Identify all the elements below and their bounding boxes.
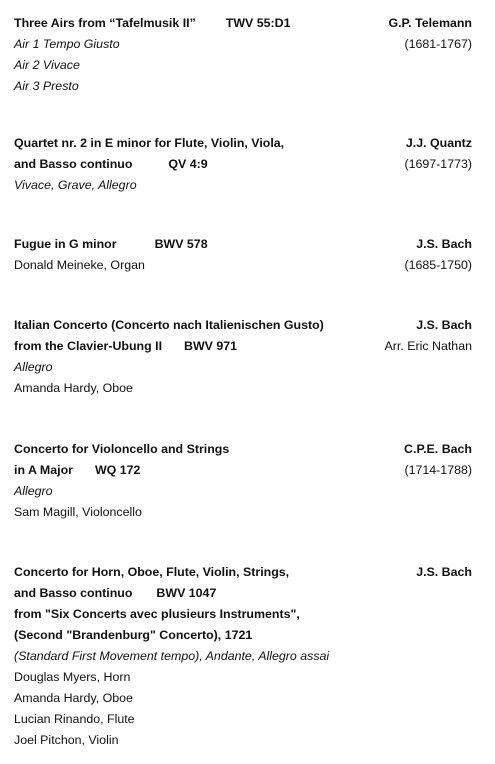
movement: Air 2 Vivace	[14, 58, 80, 72]
program-entry-bach-fugue	[14, 234, 472, 276]
piece-title: Italian Concerto (Concerto nach Italienischen Gusto)	[14, 318, 324, 332]
piece-title: Concerto for Violoncello and Strings	[14, 442, 230, 456]
performer: Douglas Myers, Horn	[14, 670, 131, 684]
piece-title-continued: from the Clavier-Ubung II	[14, 339, 163, 353]
piece-title-continued: (Second "Brandenburg" Concerto), 1721	[14, 628, 253, 642]
movements: (Standard First Movement tempo), Andante, Allegro assai	[14, 649, 330, 663]
program-entry-brandenburg	[14, 562, 472, 751]
piece-title: Fugue in G minor	[14, 237, 117, 251]
catalog-number: WQ 172	[94, 463, 141, 477]
composer-dates: (1697-1773)	[404, 157, 472, 171]
composer-name: J.S. Bach	[416, 565, 472, 579]
piece-title-continued: from "Six Concerts avec plusieurs Instruments",	[14, 607, 300, 621]
movement: Air 3 Presto	[14, 79, 79, 93]
catalog-number: BWV 1047	[156, 586, 217, 600]
composer-name: J.J. Quantz	[405, 136, 472, 150]
program-entry-cpe-bach	[14, 439, 472, 523]
movements: Vivace, Grave, Allegro	[14, 178, 137, 192]
arranger: Arr. Eric Nathan	[384, 339, 472, 353]
performer: Amanda Hardy, Oboe	[14, 691, 133, 705]
movements: Allegro	[14, 484, 53, 498]
composer-dates: (1685-1750)	[404, 258, 472, 272]
piece-title-continued: and Basso continuo	[14, 586, 133, 600]
catalog-number: BWV 971	[184, 339, 238, 353]
catalog-number: BWV 578	[154, 237, 208, 251]
program-entry-quantz	[14, 133, 472, 196]
composer-name: J.S. Bach	[416, 318, 472, 332]
performer: Donald Meineke, Organ	[14, 258, 145, 272]
program-entry-italian-concerto	[14, 315, 472, 399]
performer: Lucian Rinando, Flute	[14, 712, 135, 726]
composer-name: J.S. Bach	[416, 237, 472, 251]
piece-title: Quartet nr. 2 in E minor for Flute, Violin, Viola,	[14, 136, 285, 150]
piece-title-continued: and Basso continuo	[14, 157, 133, 171]
composer-dates: (1714-1788)	[404, 463, 472, 477]
composer-name: C.P.E. Bach	[404, 442, 472, 456]
program-entry-telemann	[14, 13, 472, 97]
piece-title: Three Airs from “Tafelmusik II”	[14, 16, 196, 30]
composer-name: G.P. Telemann	[388, 16, 472, 30]
performer: Sam Magill, Violoncello	[14, 505, 142, 519]
piece-title-continued: in A Major	[14, 463, 73, 477]
movement: Air 1 Tempo Giusto	[14, 37, 120, 51]
performer: Amanda Hardy, Oboe	[14, 381, 133, 395]
piece-title: Concerto for Horn, Oboe, Flute, Violin, Strings,	[14, 565, 290, 579]
composer-dates: (1681-1767)	[404, 37, 472, 51]
catalog-number: QV 4:9	[168, 157, 208, 171]
performer: Joel Pitchon, Violin	[14, 733, 119, 747]
movements: Allegro	[14, 360, 53, 374]
catalog-number: TWV 55:D1	[225, 16, 291, 30]
